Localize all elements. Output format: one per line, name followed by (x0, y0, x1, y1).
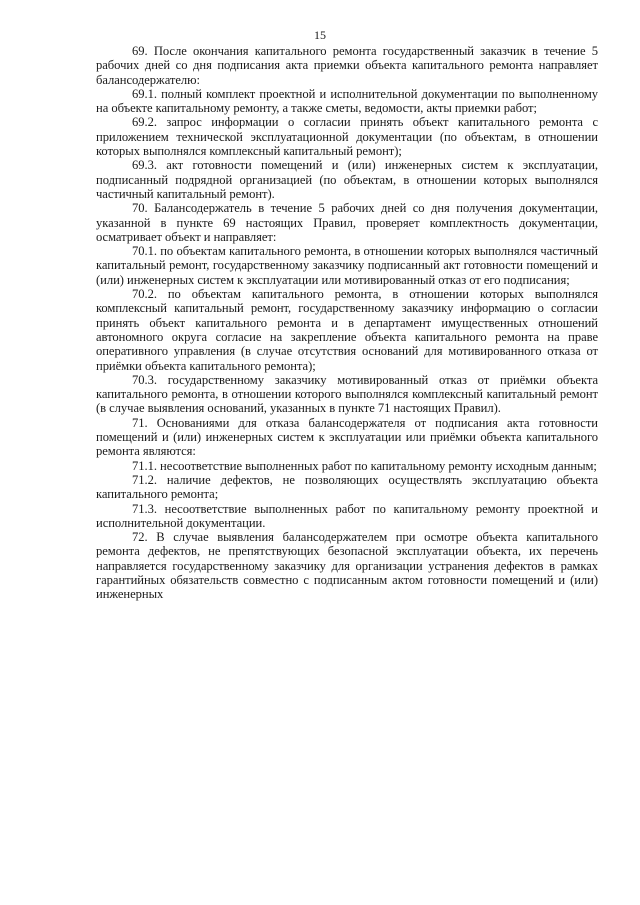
paragraph-69-1: 69.1. полный комплект проектной и исполнительной документации по выполненному на объекте капитальному ремонту, а также сметы, ведомости, акты приемки работ; (96, 86, 598, 116)
page-number: 15 (314, 28, 326, 42)
paragraph-70-2: 70.2. по объектам капитального ремонта, в отношении которых выполнялся комплексный капитальный ремонт, государственному заказчику информацию о согласии принять объект капитального ремонта и в департамент имущественных отношений автономного округа согласие на закрепление объекта капитального ремонта на праве оперативного управления (в случае отсутствия оснований для мотивированного отказа от приёмки объекта капитального ремонта); (96, 287, 598, 373)
paragraph-71: 71. Основаниями для отказа балансодержателя от подписания акта готовности помещений и (или) инженерных систем к эксплуатации или приёмки объекта капитального ремонта являются: (96, 415, 598, 459)
paragraph-71-1: 71.1. несоответствие выполненных работ по капитальному ремонту исходным данным; (132, 458, 597, 473)
paragraph-70-1: 70.1. по объектам капитального ремонта, в отношении которых выполнялся частичный капитальный ремонт, государственному заказчику подписанный акт готовности помещений и (или) инженерных систем к эксплуатации или мотивированный отказ от его подписания; (96, 244, 598, 287)
paragraph-69: 69. После окончания капитального ремонта государственный заказчик в течение 5 рабочих дней со дня подписания акта приемки объекта капитального ремонта направляет балансодержателю: (96, 44, 598, 87)
paragraph-72: 72. В случае выявления балансодержателем при осмотре объекта капитального ремонта дефектов, не препятствующих безопасной эксплуатации объекта, их перечень направляется государственному заказчику для организации устранения дефектов в рамках гарантийных обязательств совместно с подписанным актом готовности помещений и (или) инженерных (96, 530, 598, 602)
paragraph-70-3: 70.3. государственному заказчику мотивированный отказ от приёмки объекта капитального ремонта, в отношении которого выполнялся комплексный капитальный ремонт (в случае выявления оснований, указанных в пункте 71 настоящих Правил). (96, 372, 598, 416)
paragraph-70: 70. Балансодержатель в течение 5 рабочих дней со дня получения документации, указанной в пункте 69 настоящих Правил, проверяет комплектность документации, осматривает объект и направляет: (96, 201, 598, 244)
paragraph-71-3: 71.3. несоответствие выполненных работ по капитальному ремонту проектной и исполнительной документации. (96, 501, 598, 530)
document-body (96, 44, 598, 602)
paragraph-69-2: 69.2. запрос информации о согласии принять объект капитального ремонта с приложением технической эксплуатационной документации (по объектам, в отношении которых выполнялся комплексный капитальный ремонт); (96, 115, 598, 159)
paragraph-69-3: 69.3. акт готовности помещений и (или) инженерных систем к эксплуатации, подписанный подрядной организацией (по объектам, в отношении которых выполнялся частичный капитальный ремонт). (96, 158, 598, 201)
paragraph-71-2: 71.2. наличие дефектов, не позволяющих осуществлять эксплуатацию объекта капитального ремонта; (96, 472, 598, 502)
